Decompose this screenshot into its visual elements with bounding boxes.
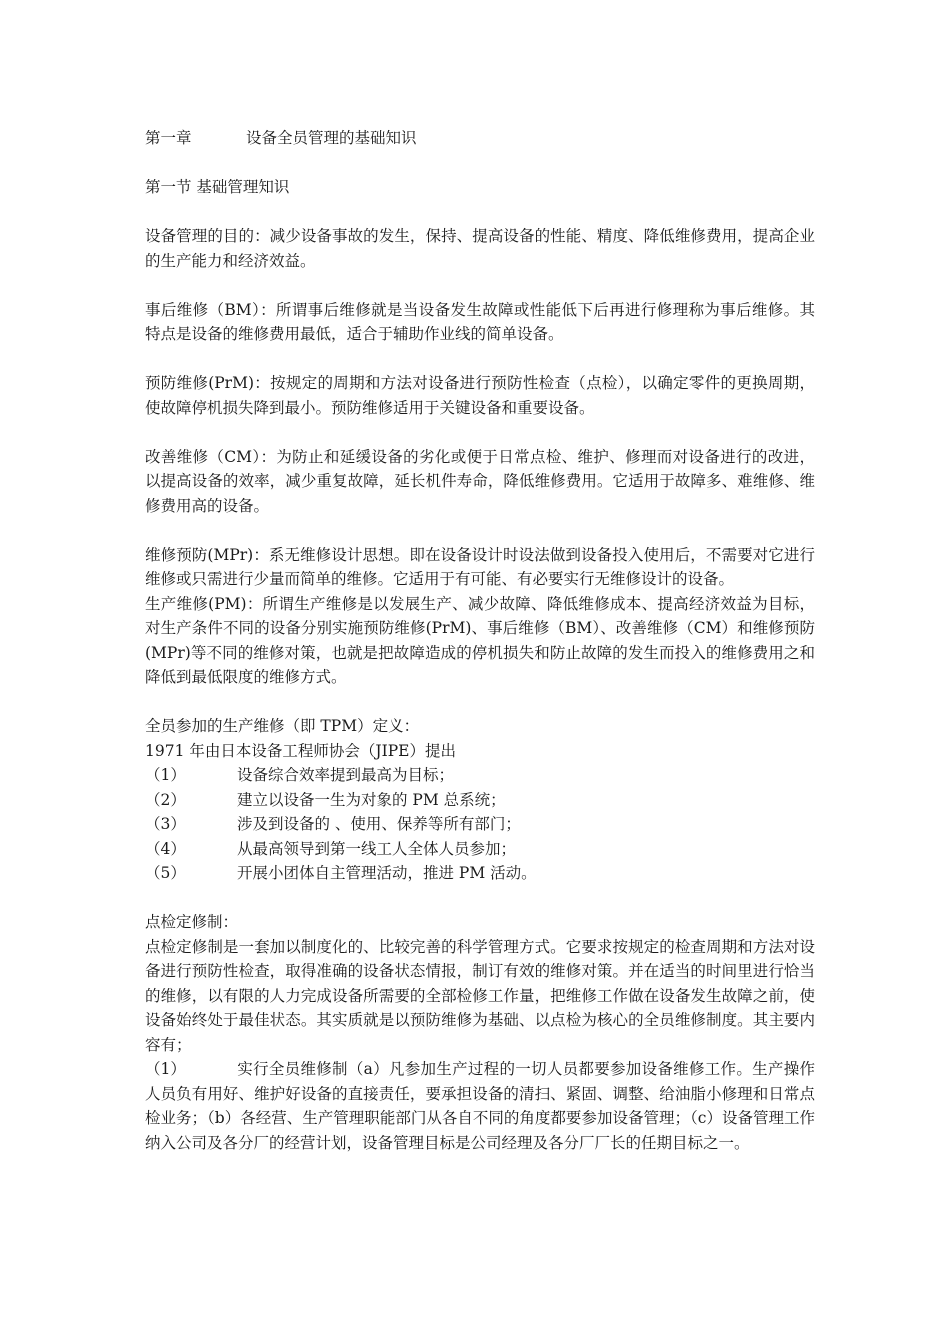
tpm-list bbox=[145, 763, 815, 886]
list-item-number: （1） bbox=[145, 1060, 186, 1078]
spot-check-title: 点检定修制： bbox=[145, 913, 239, 931]
paragraph-pm: 生产维修(PM)：所谓生产维修是以发展生产、减少故障、降低维修成本、提高经济效益为目标，对生产条件不同的设备分别实施预防维修(PrM)、事后维修（BM）、改善维修（CM）和维修预防(MPr)等不同的维修对策，也就是把故障造成的停机损失和防止故障的发生而投入的维修费用之和降低到最低限度的维修方式。 bbox=[145, 594, 815, 686]
list-item-text: 设备综合效率提到最高为目标； bbox=[237, 766, 455, 784]
list-item-number: （3） bbox=[145, 815, 186, 833]
chapter-number: 第一章 bbox=[145, 129, 192, 147]
list-item-text: 从最高领导到第一线工人全体人员参加； bbox=[237, 839, 517, 858]
spot-check-item bbox=[145, 1057, 815, 1155]
list-item-number: （1） bbox=[145, 766, 186, 784]
list-item-text: 建立以设备一生为对象的 PM 总系统； bbox=[237, 790, 506, 809]
list-item-number: （4） bbox=[145, 839, 186, 858]
chapter-heading bbox=[145, 126, 815, 151]
list-item bbox=[145, 837, 815, 862]
tpm-title: 全员参加的生产维修（即 TPM）定义： bbox=[145, 717, 420, 735]
paragraph-purpose: 设备管理的目的：减少设备事故的发生，保持、提高设备的性能、精度、降低维修费用，提高企业的生产能力和经济效益。 bbox=[145, 227, 815, 270]
paragraph-cm: 改善维修（CM）：为防止和延缓设备的劣化或便于日常点检、维护、修理而对设备进行的改进，以提高设备的效率，减少重复故障，延长机件寿命，降低维修费用。它适用于故障多、难维修、维修费用高的设备。 bbox=[145, 447, 815, 515]
list-item-text: 开展小团体自主管理活动，推进 PM 活动。 bbox=[237, 864, 537, 882]
paragraph-mpr: 维修预防(MPr)：系无维修设计思想。即在设备设计时设法做到设备投入使用后，不需要对它进行维修或只需进行少量而简单的维修。它适用于有可能、有必要实行无维修设计的设备。 bbox=[145, 545, 815, 588]
list-item bbox=[145, 763, 815, 788]
paragraph-prm: 预防维修(PrM)：按规定的周期和方法对设备进行预防性检查（点检），以确定零件的更换周期，使故障停机损失降到最小。预防维修适用于关键设备和重要设备。 bbox=[145, 374, 815, 417]
paragraph-bm: 事后维修（BM）：所谓事后维修就是当设备发生故障或性能低下后再进行修理称为事后维修。其特点是设备的维修费用最低，适合于辅助作业线的简单设备。 bbox=[145, 300, 815, 343]
list-item bbox=[145, 812, 815, 837]
section-heading: 第一节 基础管理知识 bbox=[145, 178, 290, 196]
list-item-number: （5） bbox=[145, 864, 186, 882]
tpm-origin: 1971 年由日本设备工程师协会（JIPE）提出 bbox=[145, 741, 456, 760]
document-body bbox=[145, 126, 815, 1155]
list-item bbox=[145, 861, 815, 886]
list-item-text: 实行全员维修制（a）凡参加生产过程的一切人员都要参加设备维修工作。生产操作人员负有用好、维护好设备的直接责任，要承担设备的清扫、紧固、调整、给油脂小修理和日常点检业务；（b）各经营、生产管理职能部门从各自不同的角度都要参加设备管理；（c）设备管理工作纳入公司及各分厂的经营计划，设备管理目标是公司经理及各分厂厂长的任期目标之一。 bbox=[145, 1060, 815, 1152]
list-item-text: 涉及到设备的 、使用、保养等所有部门； bbox=[237, 815, 521, 833]
chapter-title: 设备全员管理的基础知识 bbox=[246, 129, 417, 147]
list-item-number: （2） bbox=[145, 790, 186, 809]
list-item bbox=[145, 788, 815, 813]
spot-check-body: 点检定修制是一套加以制度化的、比较完善的科学管理方式。它要求按规定的检查周期和方法对设备进行预防性检查，取得准确的设备状态情报，制订有效的维修对策。并在适当的时间里进行恰当的维修，以有限的人力完成设备所需要的全部检修工作量，把维修工作做在设备发生故障之前，使设备始终处于最佳状态。其实质就是以预防维修为基础、以点检为核心的全员维修制度。其主要内容有； bbox=[145, 937, 815, 1054]
